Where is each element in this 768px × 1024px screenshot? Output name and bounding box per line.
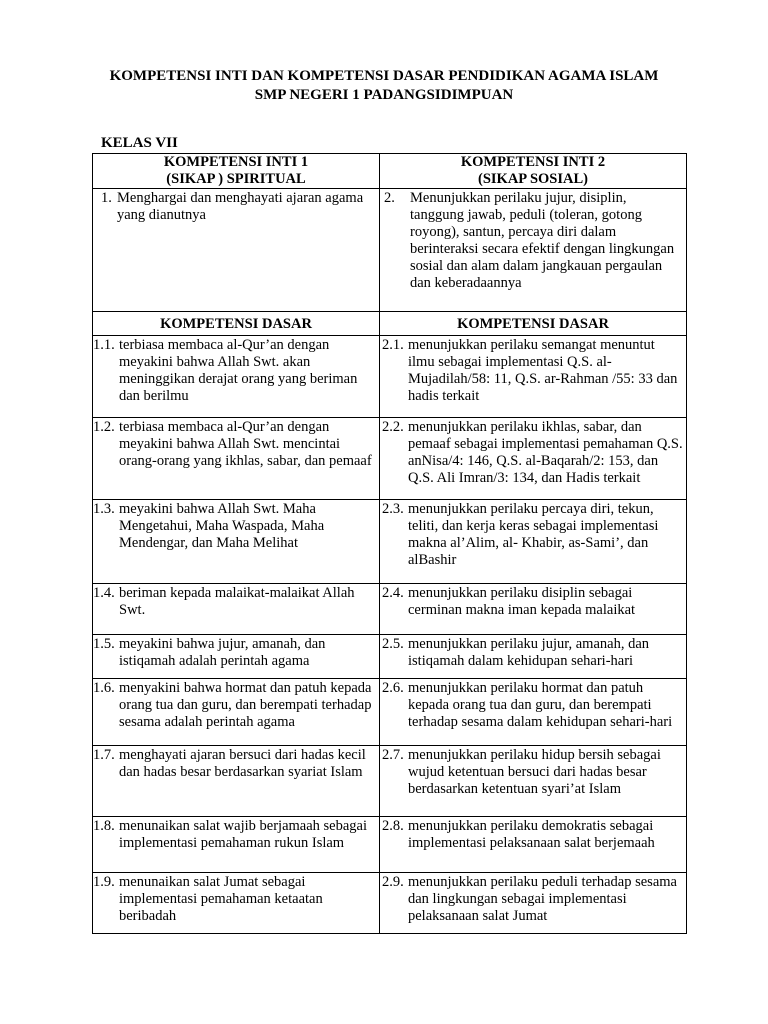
ki1-cell	[93, 189, 380, 312]
kd-right-number: 2.1.	[382, 337, 404, 353]
ki2-header	[380, 154, 687, 189]
kd-row	[93, 584, 687, 635]
kd-header-left: KOMPETENSI DASAR	[93, 312, 380, 336]
kd-left-text: terbiasa membaca al-Qur’an dengan meyakini bahwa Allah Swt. mencintai orang-orang yang ikhlas, sabar, dan pemaaf	[119, 419, 372, 469]
class-label: KELAS VII	[101, 135, 178, 151]
ki1-header-line2: (SIKAP ) SPIRITUAL	[166, 171, 306, 187]
kd-header-right: KOMPETENSI DASAR	[380, 312, 687, 336]
kd-left-number: 1.2.	[93, 419, 115, 435]
kd-left-cell	[93, 746, 380, 817]
ki2-header-line1: KOMPETENSI INTI 2	[460, 154, 606, 170]
kd-left-text: terbiasa membaca al-Qur’an dengan meyakini bahwa Allah Swt. akan meninggikan derajat orang yang beriman dan berilmu	[119, 337, 358, 404]
kd-right-cell	[380, 635, 687, 679]
kd-row	[93, 817, 687, 873]
kd-right-text: menunjukkan perilaku demokratis sebagai implementasi pelaksanaan salat berjemaah	[408, 818, 655, 851]
kd-right-text: menunjukkan perilaku peduli terhadap sesama dan lingkungan sebagai implementasi pelaksanaan salat Jumat	[408, 874, 677, 924]
kd-right-cell	[380, 679, 687, 746]
kd-row	[93, 635, 687, 679]
ki1-text: Menghargai dan menghayati ajaran agama yang dianutnya	[117, 190, 364, 223]
kd-right-text: menunjukkan perilaku ikhlas, sabar, dan pemaaf sebagai implementasi pemahaman Q.S. anNisa/4: 146, Q.S. al-Baqarah/2: 153, dan Q.S. Ali Imran/3: 134, dan Hadis terkait	[408, 419, 683, 486]
ki-content-row	[93, 189, 687, 312]
kd-right-cell	[380, 418, 687, 500]
kd-row	[93, 336, 687, 418]
kd-left-number: 1.8.	[93, 818, 115, 834]
ki2-text: Menunjukkan perilaku jujur, disiplin, tanggung jawab, peduli (toleran, gotong royong), santun, percaya diri dalam berinteraksi secara efektif dengan lingkungan sosial dan alam dalam jangkauan pergaulan dan keberadaannya	[410, 190, 675, 291]
ki1-header-line1: KOMPETENSI INTI 1	[163, 154, 309, 170]
kd-row	[93, 873, 687, 934]
kd-left-cell	[93, 584, 380, 635]
kd-right-cell	[380, 584, 687, 635]
kd-left-text: menunaikan salat Jumat sebagai implementasi pemahaman ketaatan beribadah	[119, 874, 323, 924]
document-title-line-2: SMP NEGERI 1 PADANGSIDIMPUAN	[254, 87, 514, 103]
kd-right-number: 2.2.	[382, 419, 404, 435]
kd-left-cell	[93, 418, 380, 500]
kd-right-cell	[380, 500, 687, 584]
kd-left-text: meyakini bahwa jujur, amanah, dan istiqamah adalah perintah agama	[119, 636, 326, 669]
kd-row	[93, 500, 687, 584]
kd-right-cell	[380, 873, 687, 934]
kd-rows	[93, 336, 687, 934]
kd-left-number: 1.6.	[93, 680, 115, 696]
kd-left-text: beriman kepada malaikat-malaikat Allah Swt.	[119, 585, 355, 618]
ki-header-row	[93, 154, 687, 189]
kd-left-number: 1.9.	[93, 874, 115, 890]
kd-right-text: menunjukkan perilaku jujur, amanah, dan istiqamah dalam kehidupan sehari-hari	[408, 636, 650, 669]
kd-right-text: menunjukkan perilaku disiplin sebagai cerminan makna iman kepada malaikat	[408, 585, 636, 618]
ki1-number: 1.	[101, 190, 112, 206]
ki2-number: 2.	[384, 190, 395, 206]
kd-right-text: menunjukkan perilaku percaya diri, tekun, teliti, dan kerja keras sebagai implementasi makna al’Alim, al- Khabir, as-Sami’, dan alBashir	[408, 501, 659, 568]
kd-right-number: 2.6.	[382, 680, 404, 696]
kd-left-text: menghayati ajaran bersuci dari hadas kecil dan hadas besar berdasarkan syariat Islam	[119, 747, 366, 780]
kd-left-number: 1.7.	[93, 747, 115, 763]
kd-right-text: menunjukkan perilaku semangat menuntut ilmu sebagai implementasi Q.S. al-Mujadilah/58: 11, Q.S. ar-Rahman /55: 33 dan hadis terkait	[408, 337, 678, 404]
kd-left-number: 1.5.	[93, 636, 115, 652]
ki2-cell	[380, 189, 687, 312]
ki1-header	[93, 154, 380, 189]
kd-right-cell	[380, 746, 687, 817]
kd-left-text: meyakini bahwa Allah Swt. Maha Mengetahui, Maha Waspada, Maha Mendengar, dan Maha Melihat	[119, 501, 325, 551]
kd-right-number: 2.8.	[382, 818, 404, 834]
kd-row	[93, 679, 687, 746]
kd-right-number: 2.9.	[382, 874, 404, 890]
kd-right-text: menunjukkan perilaku hidup bersih sebagai wujud ketentuan bersuci dari hadas besar berdasarkan ketentuan syari’at Islam	[408, 747, 661, 797]
kd-left-cell	[93, 873, 380, 934]
kd-left-cell	[93, 336, 380, 418]
kd-left-cell	[93, 679, 380, 746]
kd-row	[93, 746, 687, 817]
kd-left-cell	[93, 500, 380, 584]
kd-row	[93, 418, 687, 500]
kd-right-number: 2.3.	[382, 501, 404, 517]
kd-right-number: 2.4.	[382, 585, 404, 601]
kd-left-number: 1.1.	[93, 337, 115, 353]
kd-left-cell	[93, 635, 380, 679]
kd-left-number: 1.3.	[93, 501, 115, 517]
kd-left-cell	[93, 817, 380, 873]
competency-table	[92, 153, 687, 934]
document-title-line-1: KOMPETENSI INTI DAN KOMPETENSI DASAR PENDIDIKAN AGAMA ISLAM	[109, 68, 659, 84]
kd-left-number: 1.4.	[93, 585, 115, 601]
ki2-header-line2: (SIKAP SOSIAL)	[478, 171, 588, 187]
kd-right-cell	[380, 817, 687, 873]
kd-right-number: 2.7.	[382, 747, 404, 763]
kd-left-text: menunaikan salat wajib berjamaah sebagai implementasi pemahaman rukun Islam	[119, 818, 368, 851]
kd-right-cell	[380, 336, 687, 418]
kd-header-row	[93, 312, 687, 336]
kd-right-text: menunjukkan perilaku hormat dan patuh kepada orang tua dan guru, dan berempati terhadap sesama dalam kehidupan sehari-hari	[408, 680, 673, 730]
kd-left-text: menyakini bahwa hormat dan patuh kepada orang tua dan guru, dan berempati terhadap sesama adalah perintah agama	[119, 680, 372, 730]
kd-right-number: 2.5.	[382, 636, 404, 652]
